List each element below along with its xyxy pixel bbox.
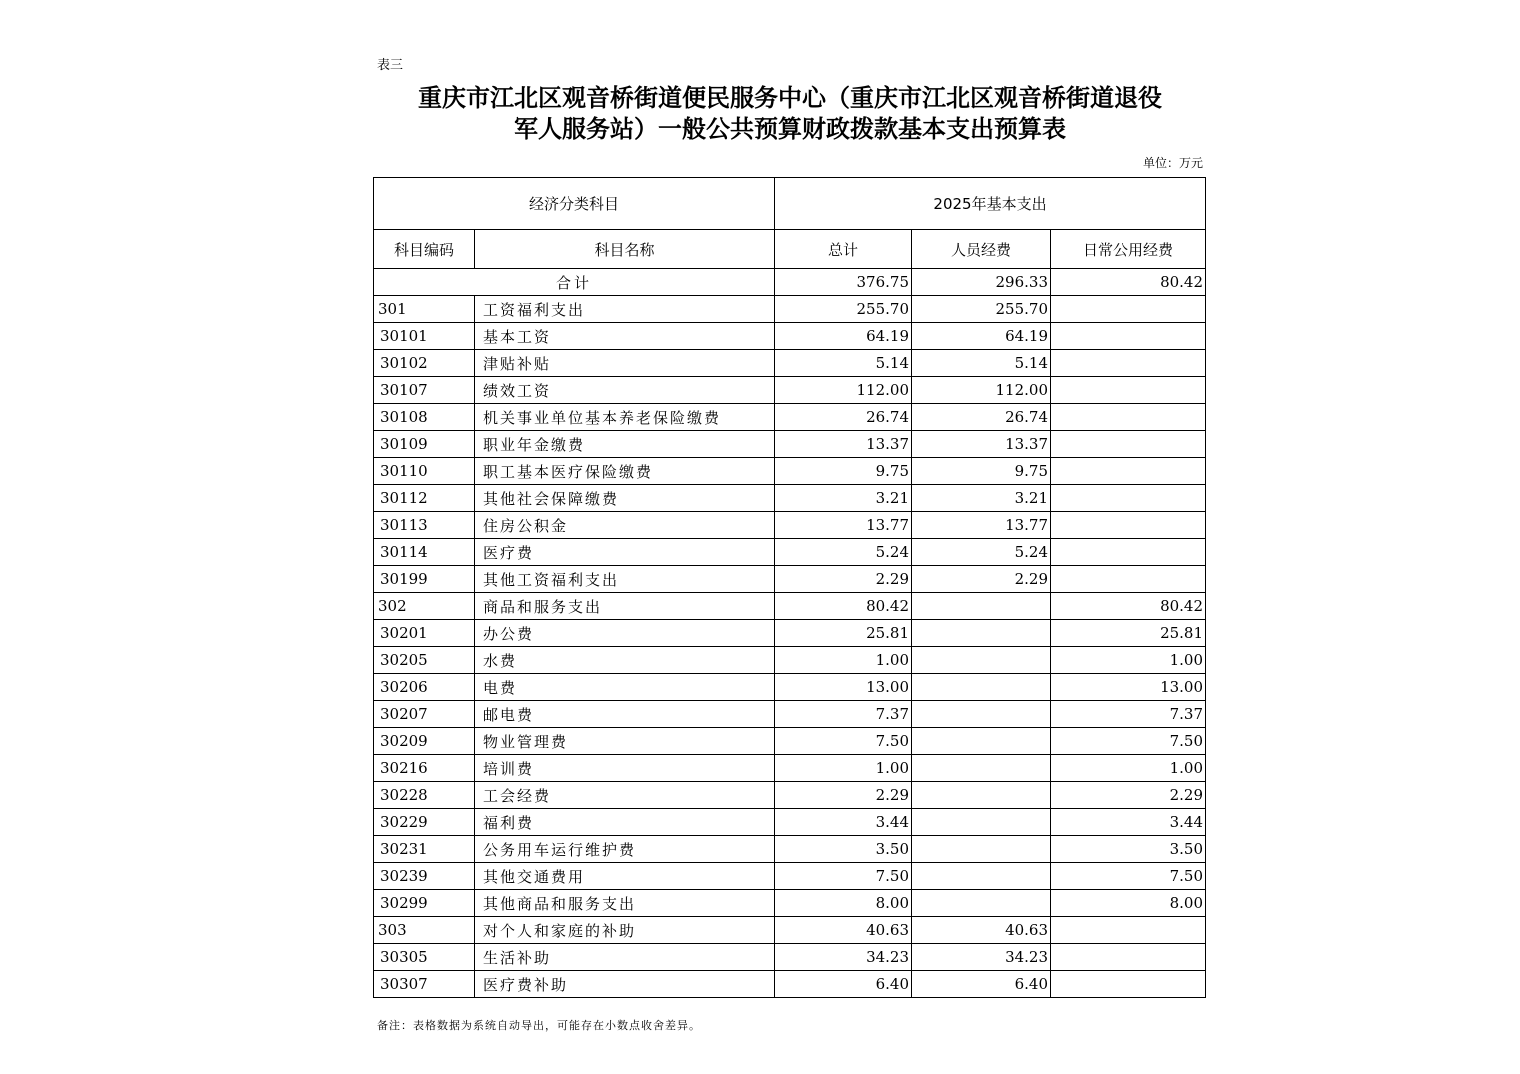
subject-name: 培训费 — [475, 755, 775, 782]
header-public-expense: 日常公用经费 — [1051, 230, 1206, 269]
page-title-line-1: 重庆市江北区观音桥街道便民服务中心（重庆市江北区观音桥街道退役 — [418, 83, 1162, 112]
table-row — [374, 701, 1206, 728]
header-personnel-expense: 人员经费 — [912, 230, 1051, 269]
amount-personnel — [912, 836, 1051, 863]
table-row — [374, 377, 1206, 404]
subject-code: 30239 — [374, 863, 475, 890]
amount-total: 1.00 — [775, 755, 912, 782]
amount-public — [1051, 917, 1206, 944]
table-row — [374, 539, 1206, 566]
subject-code: 30305 — [374, 944, 475, 971]
amount-public: 80.42 — [1051, 593, 1206, 620]
amount-total: 13.00 — [775, 674, 912, 701]
amount-personnel: 26.74 — [912, 404, 1051, 431]
amount-personnel: 9.75 — [912, 458, 1051, 485]
subject-code: 30201 — [374, 620, 475, 647]
amount-total: 9.75 — [775, 458, 912, 485]
table-row — [374, 809, 1206, 836]
amount-total: 64.19 — [775, 323, 912, 350]
subject-code: 30113 — [374, 512, 475, 539]
subject-code: 30112 — [374, 485, 475, 512]
table-row — [374, 404, 1206, 431]
subject-code: 30114 — [374, 539, 475, 566]
subject-code: 30307 — [374, 971, 475, 998]
amount-public — [1051, 377, 1206, 404]
subject-name: 工会经费 — [475, 782, 775, 809]
amount-public: 8.00 — [1051, 890, 1206, 917]
amount-total: 5.14 — [775, 350, 912, 377]
amount-personnel — [912, 674, 1051, 701]
amount-public: 2.29 — [1051, 782, 1206, 809]
subject-code: 30205 — [374, 647, 475, 674]
subject-name: 绩效工资 — [475, 377, 775, 404]
amount-personnel: 112.00 — [912, 377, 1051, 404]
table-row — [374, 674, 1206, 701]
table-row — [374, 755, 1206, 782]
amount-personnel: 34.23 — [912, 944, 1051, 971]
subject-code: 30207 — [374, 701, 475, 728]
amount-public — [1051, 458, 1206, 485]
amount-public — [1051, 944, 1206, 971]
subject-name: 医疗费 — [475, 539, 775, 566]
subject-code: 30110 — [374, 458, 475, 485]
table-row — [374, 323, 1206, 350]
page-title-line-2: 军人服务站）一般公共预算财政拨款基本支出预算表 — [514, 114, 1066, 143]
table-row — [374, 593, 1206, 620]
subject-name: 其他社会保障缴费 — [475, 485, 775, 512]
subject-name: 其他交通费用 — [475, 863, 775, 890]
header-total: 总计 — [775, 230, 912, 269]
amount-total: 3.44 — [775, 809, 912, 836]
subject-code: 30108 — [374, 404, 475, 431]
amount-total: 5.24 — [775, 539, 912, 566]
amount-total: 1.00 — [775, 647, 912, 674]
table-row — [374, 863, 1206, 890]
subject-name: 工资福利支出 — [475, 296, 775, 323]
amount-total: 40.63 — [775, 917, 912, 944]
amount-public: 1.00 — [1051, 755, 1206, 782]
subject-code: 301 — [374, 296, 475, 323]
header-subject-code: 科目编码 — [374, 230, 475, 269]
table-row — [374, 944, 1206, 971]
header-economic-classification: 经济分类科目 — [374, 178, 775, 230]
amount-personnel: 5.24 — [912, 539, 1051, 566]
subject-name: 办公费 — [475, 620, 775, 647]
amount-public: 7.50 — [1051, 863, 1206, 890]
subject-code: 30102 — [374, 350, 475, 377]
table-row — [374, 620, 1206, 647]
amount-personnel: 13.77 — [912, 512, 1051, 539]
amount-total: 80.42 — [775, 593, 912, 620]
subject-name: 其他商品和服务支出 — [475, 890, 775, 917]
subject-name: 医疗费补助 — [475, 971, 775, 998]
table-number-label: 表三 — [377, 58, 404, 73]
subject-name: 生活补助 — [475, 944, 775, 971]
subject-code: 30199 — [374, 566, 475, 593]
subject-name: 住房公积金 — [475, 512, 775, 539]
subject-code: 30231 — [374, 836, 475, 863]
amount-total: 8.00 — [775, 890, 912, 917]
total-amount: 376.75 — [775, 269, 912, 296]
amount-personnel — [912, 809, 1051, 836]
header-subject-name: 科目名称 — [475, 230, 775, 269]
total-row — [374, 269, 1206, 296]
amount-total: 7.50 — [775, 728, 912, 755]
amount-total: 7.50 — [775, 863, 912, 890]
table-row — [374, 782, 1206, 809]
total-personnel: 296.33 — [912, 269, 1051, 296]
subject-name: 机关事业单位基本养老保险缴费 — [475, 404, 775, 431]
table-row — [374, 431, 1206, 458]
amount-public: 1.00 — [1051, 647, 1206, 674]
subject-name: 职业年金缴费 — [475, 431, 775, 458]
subject-code: 30101 — [374, 323, 475, 350]
budget-table — [373, 177, 1206, 998]
subject-name: 对个人和家庭的补助 — [475, 917, 775, 944]
amount-personnel: 6.40 — [912, 971, 1051, 998]
amount-total: 3.50 — [775, 836, 912, 863]
amount-total: 13.37 — [775, 431, 912, 458]
amount-public — [1051, 566, 1206, 593]
table-row — [374, 296, 1206, 323]
amount-personnel — [912, 620, 1051, 647]
amount-personnel — [912, 701, 1051, 728]
amount-public: 13.00 — [1051, 674, 1206, 701]
table-row — [374, 512, 1206, 539]
subject-code: 30299 — [374, 890, 475, 917]
amount-public — [1051, 971, 1206, 998]
subject-code: 30206 — [374, 674, 475, 701]
table-row — [374, 890, 1206, 917]
amount-personnel: 40.63 — [912, 917, 1051, 944]
subject-name: 职工基本医疗保险缴费 — [475, 458, 775, 485]
header-basic-expenditure: 2025年基本支出 — [775, 178, 1206, 230]
subject-code: 30209 — [374, 728, 475, 755]
amount-personnel — [912, 593, 1051, 620]
subject-name: 津贴补贴 — [475, 350, 775, 377]
amount-public — [1051, 485, 1206, 512]
table-row — [374, 485, 1206, 512]
amount-total: 26.74 — [775, 404, 912, 431]
table-row — [374, 971, 1206, 998]
amount-total: 6.40 — [775, 971, 912, 998]
subject-code: 30216 — [374, 755, 475, 782]
subject-name: 福利费 — [475, 809, 775, 836]
amount-public: 7.37 — [1051, 701, 1206, 728]
subject-name: 其他工资福利支出 — [475, 566, 775, 593]
amount-personnel — [912, 647, 1051, 674]
amount-total: 2.29 — [775, 566, 912, 593]
table-row — [374, 566, 1206, 593]
amount-personnel — [912, 755, 1051, 782]
table-row — [374, 647, 1206, 674]
amount-personnel — [912, 863, 1051, 890]
amount-total: 112.00 — [775, 377, 912, 404]
amount-personnel — [912, 890, 1051, 917]
amount-total: 13.77 — [775, 512, 912, 539]
amount-public: 3.50 — [1051, 836, 1206, 863]
amount-public: 25.81 — [1051, 620, 1206, 647]
amount-public — [1051, 539, 1206, 566]
subject-name: 物业管理费 — [475, 728, 775, 755]
unit-label: 单位：万元 — [1142, 156, 1203, 170]
table-row — [374, 350, 1206, 377]
table-row — [374, 458, 1206, 485]
amount-total: 3.21 — [775, 485, 912, 512]
amount-public — [1051, 431, 1206, 458]
subject-code: 303 — [374, 917, 475, 944]
footnote: 备注：表格数据为系统自动导出，可能存在小数点收舍差异。 — [377, 1019, 701, 1032]
amount-personnel: 64.19 — [912, 323, 1051, 350]
amount-public — [1051, 404, 1206, 431]
table-row — [374, 728, 1206, 755]
amount-personnel: 3.21 — [912, 485, 1051, 512]
subject-name: 基本工资 — [475, 323, 775, 350]
amount-personnel — [912, 782, 1051, 809]
amount-total: 25.81 — [775, 620, 912, 647]
amount-personnel: 13.37 — [912, 431, 1051, 458]
amount-personnel: 5.14 — [912, 350, 1051, 377]
amount-public — [1051, 350, 1206, 377]
amount-public: 7.50 — [1051, 728, 1206, 755]
amount-total: 7.37 — [775, 701, 912, 728]
amount-personnel: 2.29 — [912, 566, 1051, 593]
subject-code: 30107 — [374, 377, 475, 404]
amount-total: 255.70 — [775, 296, 912, 323]
table-row — [374, 836, 1206, 863]
subject-name: 商品和服务支出 — [475, 593, 775, 620]
total-public: 80.42 — [1051, 269, 1206, 296]
subject-code: 30229 — [374, 809, 475, 836]
amount-public: 3.44 — [1051, 809, 1206, 836]
subject-name: 水费 — [475, 647, 775, 674]
subject-name: 公务用车运行维护费 — [475, 836, 775, 863]
amount-public — [1051, 296, 1206, 323]
amount-personnel — [912, 728, 1051, 755]
subject-name: 电费 — [475, 674, 775, 701]
amount-public — [1051, 512, 1206, 539]
amount-total: 2.29 — [775, 782, 912, 809]
subject-name: 邮电费 — [475, 701, 775, 728]
amount-personnel: 255.70 — [912, 296, 1051, 323]
total-label: 合计 — [374, 269, 775, 296]
table-row — [374, 917, 1206, 944]
subject-code: 30228 — [374, 782, 475, 809]
amount-total: 34.23 — [775, 944, 912, 971]
subject-code: 30109 — [374, 431, 475, 458]
subject-code: 302 — [374, 593, 475, 620]
amount-public — [1051, 323, 1206, 350]
